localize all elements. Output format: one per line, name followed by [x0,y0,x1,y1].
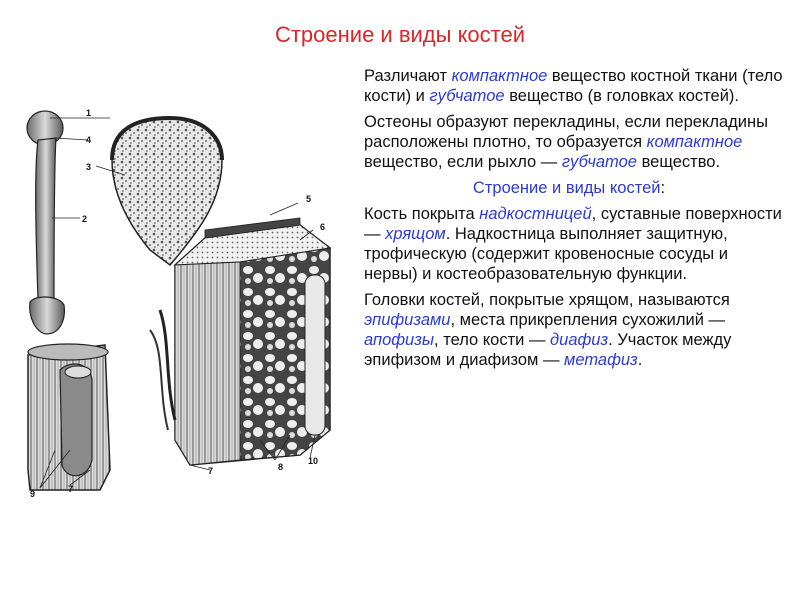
p1-text-c: вещество (в головках костей). [504,87,740,105]
label-8: 8 [278,462,284,472]
section-heading-colon: : [660,179,666,197]
keyword-compact: компактное [451,67,548,85]
label-7-upper: 7 [208,466,214,476]
label-6: 6 [320,222,326,232]
p5-text-b: , места прикрепления сухожилий — [450,311,725,329]
label-2: 2 [82,214,88,224]
bone-structure-illustration [0,0,360,600]
keyword-cartilage: хрящом [385,225,446,243]
content-text [364,66,784,376]
label-4: 4 [86,135,92,145]
diaphysis-section [28,344,110,490]
section-heading [354,178,784,198]
p5-text-d: . Участок между эпифизом и диафизом — [364,331,732,369]
label-1: 1 [86,108,92,118]
page-title: Строение и виды костей [274,22,526,47]
p5-text-a: Головки костей, покрытые хрящом, называются [364,291,730,309]
paragraph-5 [364,290,784,370]
paragraph-4 [364,204,784,284]
keyword-periosteum: надкостницей [479,205,592,223]
keyword-diaphysis: диафиз [550,331,609,349]
label-7-lower: 7 [68,484,74,494]
keyword-epiphyses: эпифизами [364,311,451,329]
label-10: 10 [308,456,319,466]
p2-text-b: вещество, если рыхло — [364,153,562,171]
section-heading-text: Строение и виды костей [472,179,661,197]
keyword-spongy-2: губчатое [561,153,637,171]
label-9: 9 [30,489,36,499]
keyword-compact-2: компактное [646,133,743,151]
keyword-apophyses: апофизы [364,331,435,349]
p5-text-c: , тело кости — [434,331,551,349]
keyword-metaphysis: метафиз [564,351,638,369]
paragraph-1 [364,66,784,106]
label-3: 3 [86,162,92,172]
p1-text-a: Различают [364,67,452,85]
p4-text-a: Кость покрыта [364,205,480,223]
p5-text-e: . [637,351,643,369]
long-bone [27,111,64,334]
p1-text-b: вещество костной ткани (тело кости) и [364,67,783,105]
p2-text-c: вещество. [636,153,721,171]
p4-text-c: . Надкостница выполняет защитную, трофическую (содержит кровеносные сосуды и нервы) и костеобразовательную функции. [364,225,728,283]
paragraph-2 [364,112,784,172]
label-5: 5 [306,194,312,204]
p4-text-b: , суставные поверхности — [364,205,782,243]
keyword-spongy: губчатое [429,87,505,105]
p2-text-a: Остеоны образуют перекладины, если перекладины расположены плотно, то образуется [364,113,768,151]
